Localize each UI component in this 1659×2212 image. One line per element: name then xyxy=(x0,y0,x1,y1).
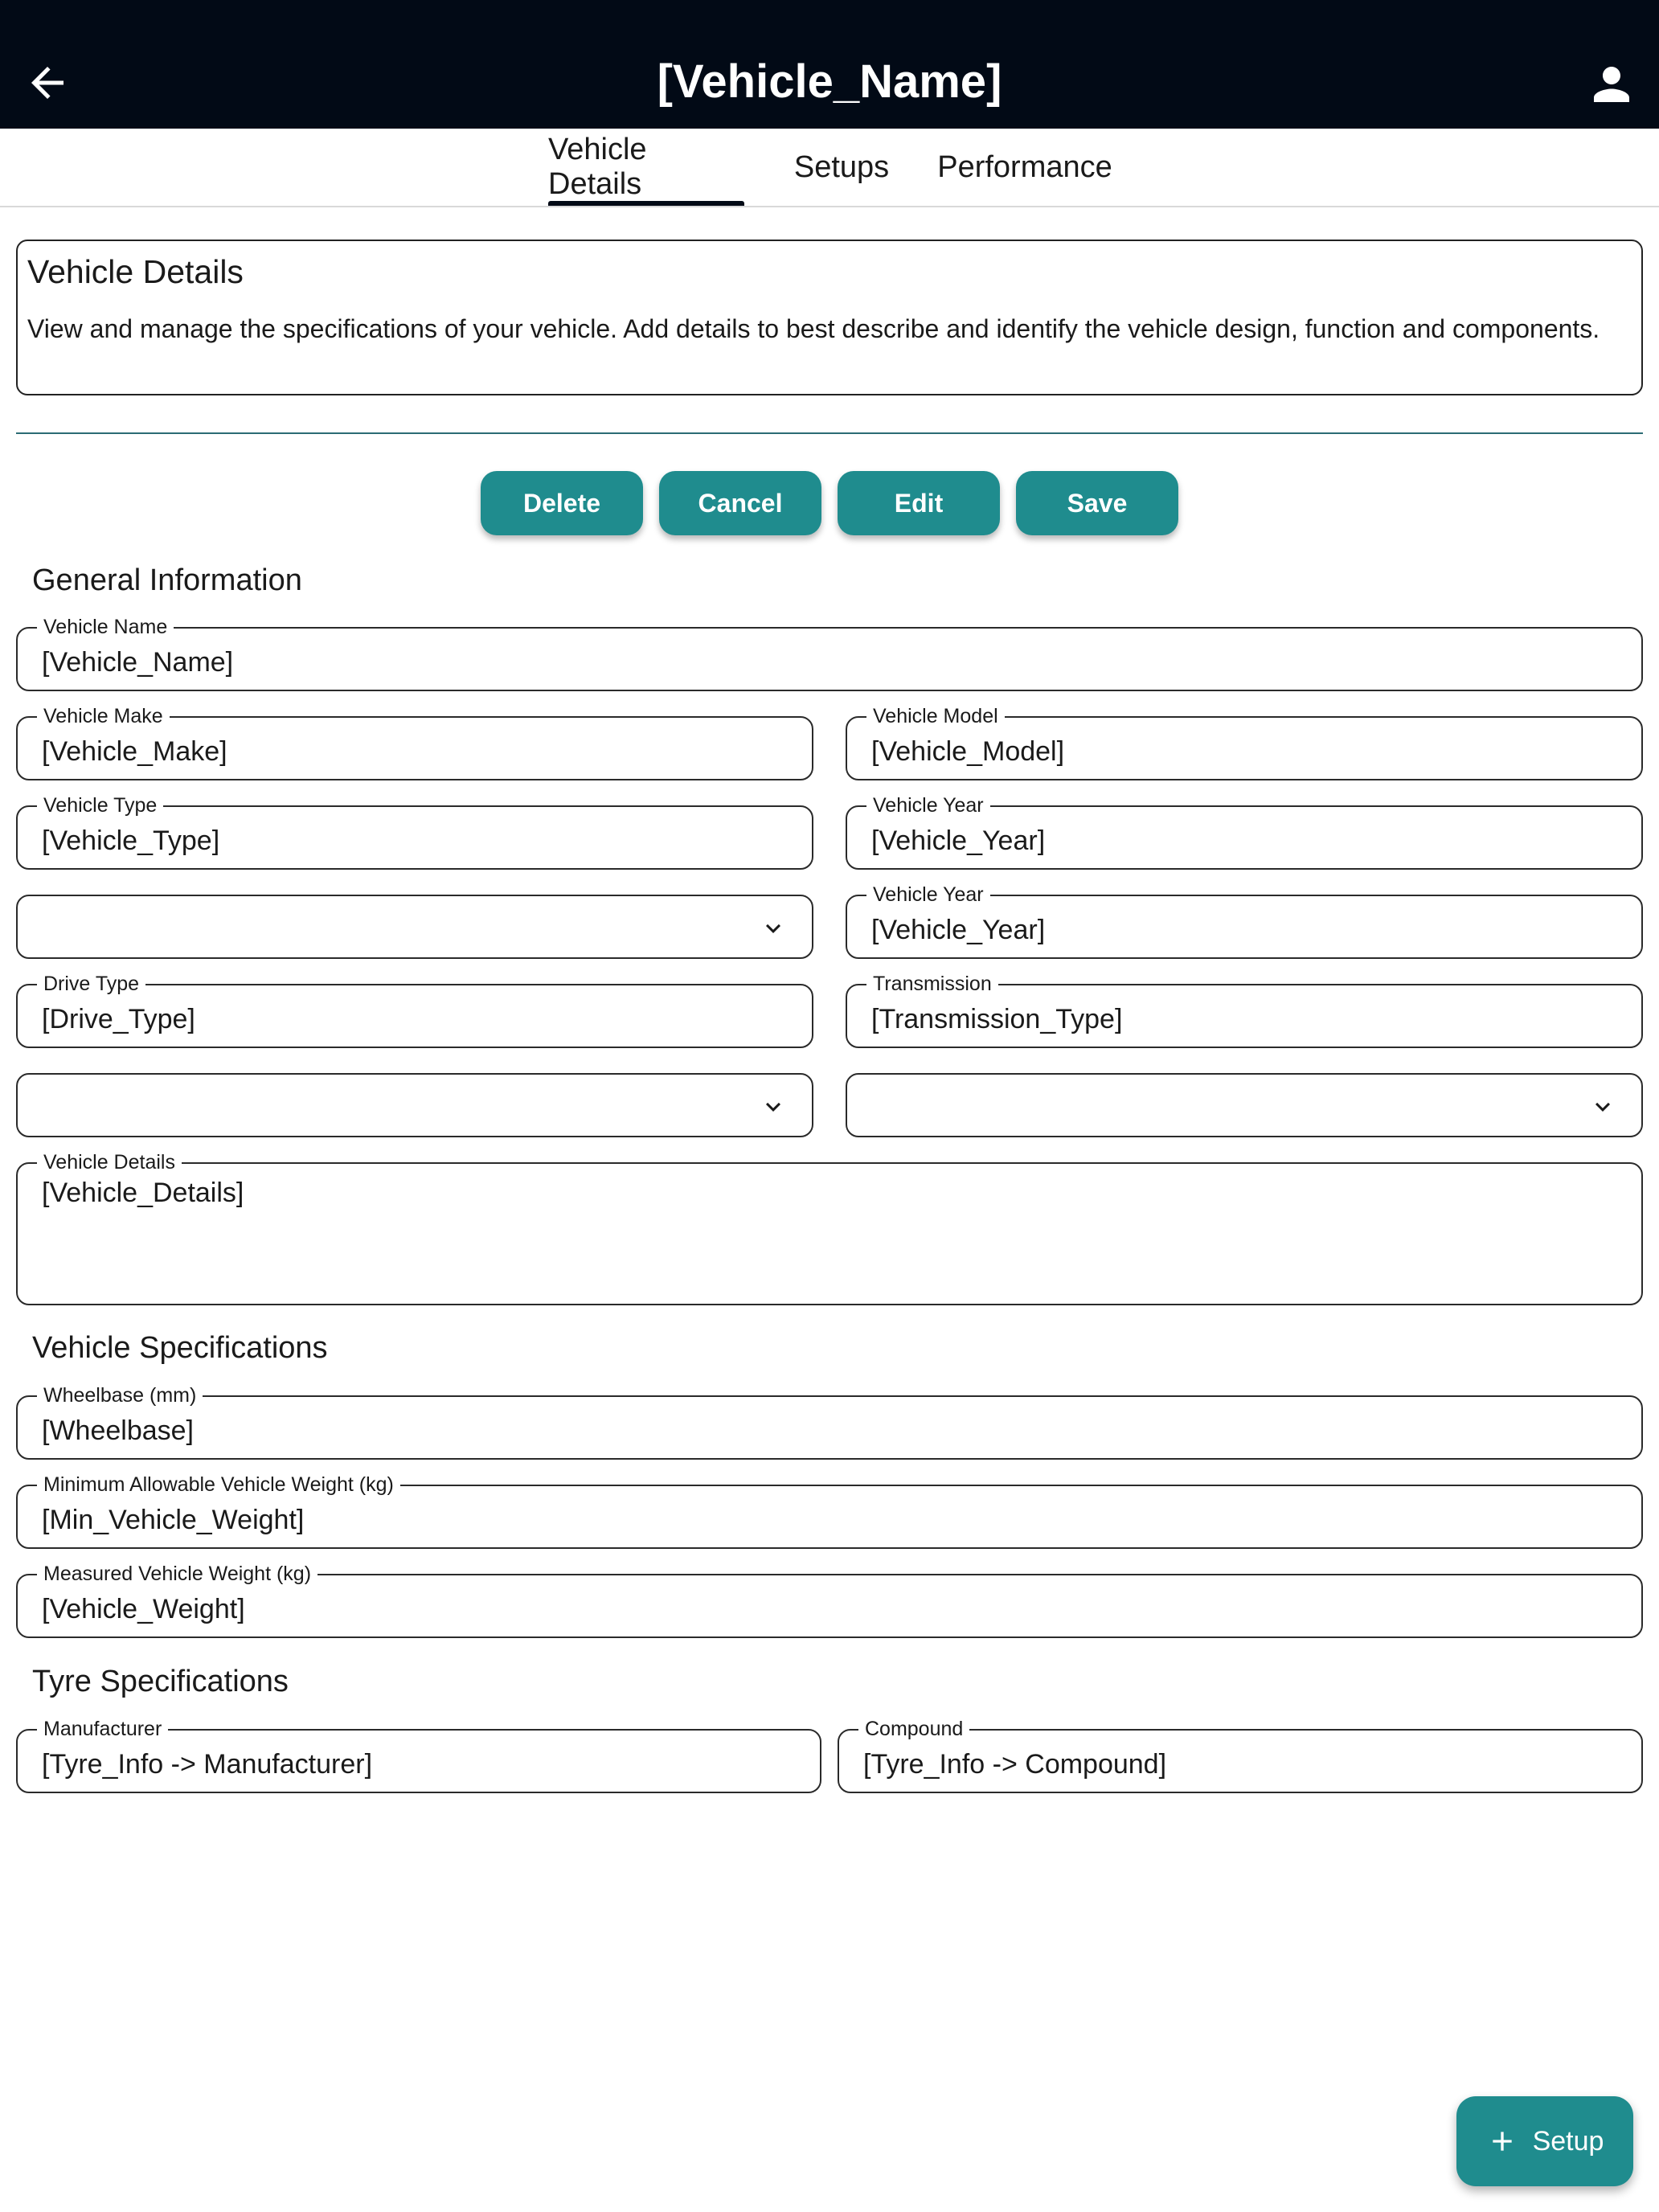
field-value: [Vehicle_Type] xyxy=(42,825,220,856)
field-label: Measured Vehicle Weight (kg) xyxy=(37,1563,317,1585)
min-weight-field[interactable] xyxy=(16,1473,1643,1549)
measured-weight-field[interactable] xyxy=(16,1563,1643,1638)
field-label: Vehicle Type xyxy=(37,794,163,817)
vehicle-model-field[interactable] xyxy=(846,705,1643,780)
divider xyxy=(16,432,1643,434)
field-value: [Vehicle_Make] xyxy=(42,736,227,767)
field-label: Vehicle Year xyxy=(866,794,990,817)
field-value: [Vehicle_Year] xyxy=(871,825,1046,856)
field-label: Vehicle Make xyxy=(37,705,170,727)
chevron-down-icon xyxy=(759,914,788,943)
dropdown-select[interactable] xyxy=(16,1073,813,1137)
vehicle-year-field-2[interactable] xyxy=(846,883,1643,959)
field-label: Drive Type xyxy=(37,973,145,995)
vehicle-year-field[interactable] xyxy=(846,794,1643,870)
field-value: [Min_Vehicle_Weight] xyxy=(42,1505,305,1535)
plus-icon xyxy=(1486,2125,1518,2157)
vehicle-details-textarea[interactable] xyxy=(16,1151,1643,1305)
intro-card xyxy=(16,240,1643,395)
field-value: [Vehicle_Model] xyxy=(871,736,1065,767)
field-label: Vehicle Details xyxy=(37,1151,182,1174)
vehicle-name-field[interactable] xyxy=(16,616,1643,691)
vehicle-make-field[interactable] xyxy=(16,705,813,780)
transmission-field[interactable] xyxy=(846,973,1643,1048)
drive-type-field[interactable] xyxy=(16,973,813,1048)
tab-bar xyxy=(0,129,1659,207)
field-value: [Tyre_Info -> Compound] xyxy=(863,1749,1167,1780)
tab-setups[interactable]: Setups xyxy=(793,150,890,184)
field-label: Vehicle Year xyxy=(866,883,990,906)
field-value: [Tyre_Info -> Manufacturer] xyxy=(42,1749,373,1780)
field-value: [Vehicle_Name] xyxy=(42,647,234,678)
section-title-tyres: Tyre Specifications xyxy=(32,1665,289,1698)
field-value: [Wheelbase] xyxy=(42,1415,194,1446)
field-value: [Vehicle_Year] xyxy=(871,915,1046,945)
tyre-manufacturer-field[interactable] xyxy=(16,1718,821,1793)
field-value: [Vehicle_Weight] xyxy=(42,1594,245,1624)
add-setup-button[interactable] xyxy=(1456,2096,1633,2186)
field-label: Manufacturer xyxy=(37,1718,168,1740)
page-title: [Vehicle_Name] xyxy=(657,55,1002,108)
tab-vehicle-details[interactable]: Vehicle Details xyxy=(548,129,744,206)
intro-description: View and manage the specifications of your vehicle. Add details to best describe and identify the vehicle design, function and components. xyxy=(27,314,1600,343)
field-value: [Transmission_Type] xyxy=(871,1004,1123,1034)
person-icon xyxy=(1585,58,1638,111)
field-value: [Drive_Type] xyxy=(42,1004,195,1034)
app-bar xyxy=(0,0,1659,129)
chevron-down-icon xyxy=(759,1092,788,1121)
save-button[interactable]: Save xyxy=(1016,471,1178,535)
intro-title: Vehicle Details xyxy=(27,253,244,290)
chevron-down-icon xyxy=(1588,1092,1617,1121)
section-title-general: General Information xyxy=(32,563,302,597)
field-label: Vehicle Name xyxy=(37,616,174,638)
fab-label: Setup xyxy=(1532,2125,1604,2157)
field-label: Compound xyxy=(858,1718,969,1740)
field-label: Wheelbase (mm) xyxy=(37,1384,203,1407)
delete-button[interactable]: Delete xyxy=(481,471,643,535)
field-value: [Vehicle_Details] xyxy=(42,1178,244,1208)
edit-button[interactable]: Edit xyxy=(838,471,1000,535)
field-label: Transmission xyxy=(866,973,998,995)
cancel-button[interactable]: Cancel xyxy=(659,471,821,535)
dropdown-select[interactable] xyxy=(846,1073,1643,1137)
wheelbase-field[interactable] xyxy=(16,1384,1643,1460)
vehicle-type-field[interactable] xyxy=(16,794,813,870)
dropdown-select[interactable] xyxy=(16,895,813,959)
section-title-specs: Vehicle Specifications xyxy=(32,1331,328,1365)
field-label: Vehicle Model xyxy=(866,705,1005,727)
field-label: Minimum Allowable Vehicle Weight (kg) xyxy=(37,1473,400,1496)
tyre-compound-field[interactable] xyxy=(838,1718,1643,1793)
tab-performance[interactable]: Performance xyxy=(937,150,1112,184)
account-button[interactable] xyxy=(1583,56,1640,113)
